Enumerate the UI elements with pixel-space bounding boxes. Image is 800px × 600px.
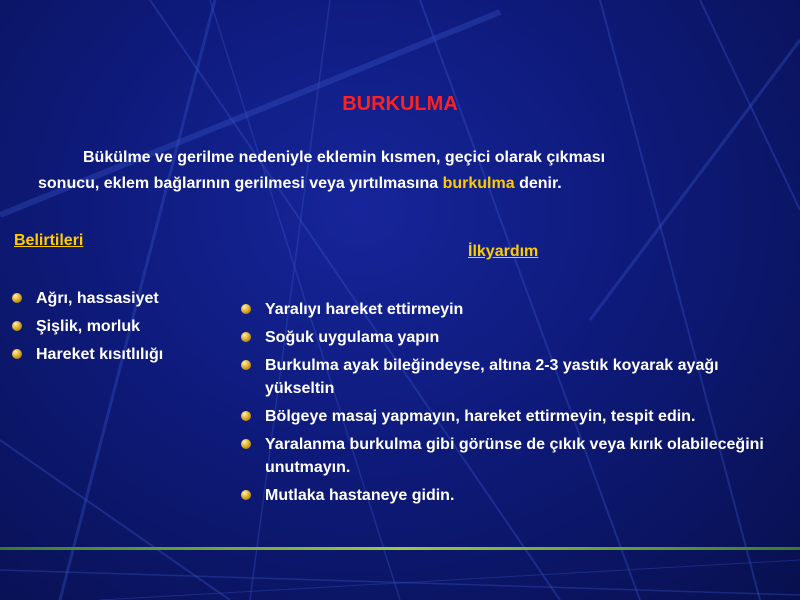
intro-paragraph — [38, 145, 758, 197]
bullet-icon — [241, 304, 251, 314]
list-item-text: Bölgeye masaj yapmayın, hareket ettirmeyin, tespit edin. — [265, 408, 696, 425]
bullet-icon — [241, 332, 251, 342]
list-item — [237, 484, 787, 507]
bullet-icon — [241, 439, 251, 449]
bullet-icon — [241, 411, 251, 421]
bullet-icon — [12, 349, 22, 359]
first-aid-heading: İlkyardım — [468, 243, 539, 260]
list-item — [237, 354, 787, 400]
intro-line-1: Bükülme ve gerilme nedeniyle eklemin kısmen, geçici olarak çıkması — [83, 149, 606, 166]
footer-divider — [0, 547, 800, 550]
symptoms-list — [8, 287, 228, 371]
list-item-text: Yaralanma burkulma gibi görünse de çıkık veya kırık olabileceğini unutmayın. — [265, 436, 764, 476]
list-item-text: Şişlik, morluk — [36, 318, 141, 335]
list-item-text: Mutlaka hastaneye gidin. — [265, 487, 455, 504]
list-item-text: Burkulma ayak bileğindeyse, altına 2-3 yastık koyarak ayağı yükseltin — [265, 357, 719, 397]
list-item — [8, 343, 228, 366]
list-item — [237, 433, 787, 479]
intro-line-2-before: sonucu, eklem bağlarının gerilmesi veya yırtılmasına — [38, 175, 443, 192]
list-item-text: Yaralıyı hareket ettirmeyin — [265, 301, 464, 318]
intro-highlight: burkulma — [442, 175, 515, 192]
list-item-text: Hareket kısıtlılığı — [36, 346, 164, 363]
bullet-icon — [241, 360, 251, 370]
bullet-icon — [12, 321, 22, 331]
list-item-text: Soğuk uygulama yapın — [265, 329, 440, 346]
intro-line-2-after: denir. — [514, 175, 562, 192]
list-item — [237, 405, 787, 428]
list-item — [237, 326, 787, 349]
list-item-text: Ağrı, hassasiyet — [36, 290, 159, 307]
list-item — [8, 315, 228, 338]
symptoms-heading: Belirtileri — [14, 232, 84, 249]
list-item — [8, 287, 228, 310]
bullet-icon — [12, 293, 22, 303]
first-aid-list — [237, 298, 787, 512]
bullet-icon — [241, 490, 251, 500]
slide-title: BURKULMA — [342, 93, 458, 115]
list-item — [237, 298, 787, 321]
